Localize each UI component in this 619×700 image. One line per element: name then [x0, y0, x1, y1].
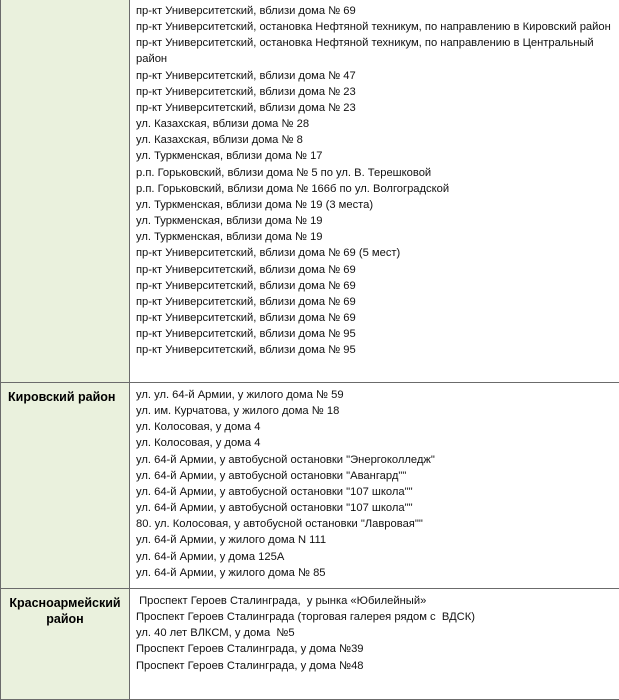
district-name: Кировский район [1, 383, 129, 405]
list-item: ул. 64-й Армии, у жилого дома N 111 [136, 532, 615, 548]
list-item: пр-кт Университетский, вблизи дома № 69 [136, 310, 615, 326]
list-item: ул. Туркменская, вблизи дома № 19 [136, 229, 615, 245]
list-item: Проспект Героев Сталинграда, у дома №39 [136, 641, 615, 657]
address-list-cell [130, 383, 619, 589]
list-item: ул. Казахская, вблизи дома № 8 [136, 132, 615, 148]
list-item: 80. ул. Колосовая, у автобусной остановки "Лавровая"" [136, 516, 615, 532]
district-name: Красноармейский район [1, 589, 129, 627]
list-item: пр-кт Университетский, вблизи дома № 23 [136, 100, 615, 116]
district-cell [1, 383, 130, 589]
list-item: пр-кт Университетский, вблизи дома № 47 [136, 68, 615, 84]
list-item: ул. Казахская, вблизи дома № 28 [136, 116, 615, 132]
table-row [1, 383, 619, 589]
address-list-cell [130, 0, 619, 383]
list-item: ул. ул. 64-й Армии, у жилого дома № 59 [136, 387, 615, 403]
list-item: ул. 64-й Армии, у жилого дома № 85 [136, 565, 615, 581]
list-item: р.п. Горьковский, вблизи дома № 5 по ул. В. Терешковой [136, 165, 615, 181]
list-item: Проспект Героев Сталинграда, у рынка «Юбилейный» [136, 593, 615, 609]
table-row [1, 589, 619, 700]
list-item: пр-кт Университетский, вблизи дома № 95 [136, 342, 615, 358]
district-cell [1, 0, 130, 383]
list-item: ул. 64-й Армии, у дома 125А [136, 549, 615, 565]
list-item: ул. Туркменская, вблизи дома № 19 [136, 213, 615, 229]
list-item: р.п. Горьковский, вблизи дома № 166б по ул. Волгоградской [136, 181, 615, 197]
list-item: пр-кт Университетский, вблизи дома № 23 [136, 84, 615, 100]
list-item: ул. Колосовая, у дома 4 [136, 435, 615, 451]
list-item: ул. 64-й Армии, у автобусной остановки "Энергоколледж" [136, 452, 615, 468]
address-list [130, 0, 619, 362]
list-item: пр-кт Университетский, вблизи дома № 69 [136, 294, 615, 310]
list-item: пр-кт Университетский, вблизи дома № 69 [136, 278, 615, 294]
list-item: пр-кт Университетский, остановка Нефтяной техникум, по направлению в Кировский район [136, 19, 615, 35]
district-cell [1, 589, 130, 700]
list-item: пр-кт Университетский, вблизи дома № 69 (5 мест) [136, 245, 615, 261]
list-item: ул. 40 лет ВЛКСМ, у дома №5 [136, 625, 615, 641]
list-item: ул. Туркменская, вблизи дома № 17 [136, 148, 615, 164]
address-list [130, 589, 619, 678]
district-name [1, 0, 129, 5]
list-item: ул. Колосовая, у дома 4 [136, 419, 615, 435]
list-item: пр-кт Университетский, вблизи дома № 69 [136, 262, 615, 278]
list-item: пр-кт Университетский, вблизи дома № 95 [136, 326, 615, 342]
list-item: ул. 64-й Армии, у автобусной остановки "Авангард"" [136, 468, 615, 484]
list-item: ул. 64-й Армии, у автобусной остановки "107 школа"" [136, 500, 615, 516]
list-item: Проспект Героев Сталинграда, у дома №48 [136, 658, 615, 674]
address-list-cell [130, 589, 619, 700]
list-item: пр-кт Университетский, вблизи дома № 69 [136, 3, 615, 19]
list-item: ул. 64-й Армии, у автобусной остановки "107 школа"" [136, 484, 615, 500]
address-list [130, 383, 619, 585]
list-item: ул. Туркменская, вблизи дома № 19 (3 места) [136, 197, 615, 213]
list-item: ул. им. Курчатова, у жилого дома № 18 [136, 403, 615, 419]
list-item: пр-кт Университетский, остановка Нефтяной техникум, по направлению в Центральный район [136, 35, 615, 67]
list-item: Проспект Героев Сталинграда (торговая галерея рядом с ВДСК) [136, 609, 615, 625]
table-row [1, 0, 619, 383]
